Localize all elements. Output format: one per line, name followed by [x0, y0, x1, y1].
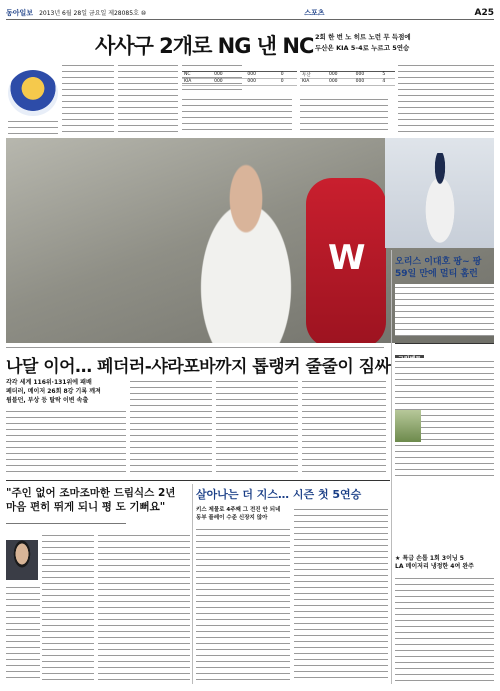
divider [395, 343, 494, 344]
article-text-block [130, 378, 212, 476]
article-text-block [8, 118, 58, 134]
page-number: A25 [474, 7, 494, 18]
sidebar-headline [395, 256, 482, 280]
issue-date: 2013년 6월 28일 금요일 제28085호 ⑩ [39, 10, 147, 17]
column-rule [192, 484, 193, 684]
masthead [6, 6, 494, 20]
sidebar-headline-line: 오리스 이대호 팡~ 팡 [395, 257, 482, 267]
headline-volleyball [6, 486, 175, 514]
subhead-basketball [196, 506, 280, 522]
article-text-block [42, 532, 94, 682]
team-emblem-image [8, 70, 58, 116]
column-rule [391, 250, 392, 684]
headline-mlb [395, 555, 474, 571]
subhead-line: 페더러, 메이저 26회 8강 기록 깨져 [6, 388, 101, 395]
article-text-block [395, 284, 494, 336]
article-text-block [395, 575, 494, 682]
article-text-block [6, 408, 126, 476]
interviewee-photo [6, 540, 38, 580]
racket-bag [306, 178, 386, 343]
headline-basketball: 살아나는 더 지스… 시즌 첫 5연승 [196, 488, 362, 501]
headline-line: "주인 없어 조마조마한 드림식스 2년 [6, 487, 176, 499]
score-row: 두산 000 000 5 [300, 71, 395, 78]
headline-line: LA 메이저리 냉정한 4여 완주 [395, 563, 474, 570]
article-text-block [300, 96, 388, 134]
subhead-tennis [6, 378, 101, 405]
headline-line: 마음 편히 뛰게 되니 평 도 기뻐요" [6, 501, 166, 513]
headline-baseball: 사사구 2개로 NG 낸 NC [95, 34, 314, 58]
score-row: NC 000 000 0 [182, 71, 297, 78]
subhead-line: 2회 한 번 노 히트 노런 무 득점에 [315, 33, 411, 41]
headline-line: ★ 특급 손톱 1회 3이닝 5 [395, 555, 464, 562]
byline [6, 520, 126, 528]
section-divider [6, 480, 390, 481]
batter-photo [385, 138, 494, 248]
article-text-block [398, 62, 494, 134]
scoreboard-1 [182, 64, 297, 86]
photo-caption [6, 344, 384, 350]
golfer-photo [395, 410, 421, 442]
article-text-block [6, 584, 40, 682]
subhead-line: 키스 제물로 4주째 그 전진 안 되네 [196, 507, 281, 513]
subhead-baseball [315, 32, 411, 54]
subhead-line: 각각 세계 116위·131위에 패배 [6, 379, 92, 386]
section-name: 스포츠 [304, 8, 325, 17]
sidebar-headline-line: 59일 만에 멀티 홈런 [395, 269, 478, 279]
article-text-block [302, 378, 386, 476]
score-row: KIA 000 000 0 [182, 78, 297, 85]
batter-figure [415, 153, 465, 248]
subhead-line: 윔블던, 부상 등 탈락 이변 속출 [6, 397, 89, 404]
article-text-block [118, 62, 178, 132]
subhead-line: 동부 플레이 수준 신장지 않아 [196, 515, 268, 521]
subhead-line: 두산은 KIA 5-4로 누르고 5연승 [315, 44, 410, 52]
article-text-block [98, 532, 190, 682]
paper-logo: 동아일보 [6, 7, 34, 17]
headline-tennis: 나달 이어… 페더러-샤라포바까지 톱랭커 줄줄이 짐싸 [6, 357, 391, 377]
article-text-block [62, 62, 114, 132]
player-figure [176, 158, 316, 343]
article-text-block [294, 506, 388, 682]
article-text-block [216, 378, 298, 476]
article-text-block [196, 526, 290, 682]
scoreboard-2 [300, 64, 395, 86]
article-text-block [182, 96, 292, 134]
score-row: KIA 000 000 4 [300, 78, 395, 85]
